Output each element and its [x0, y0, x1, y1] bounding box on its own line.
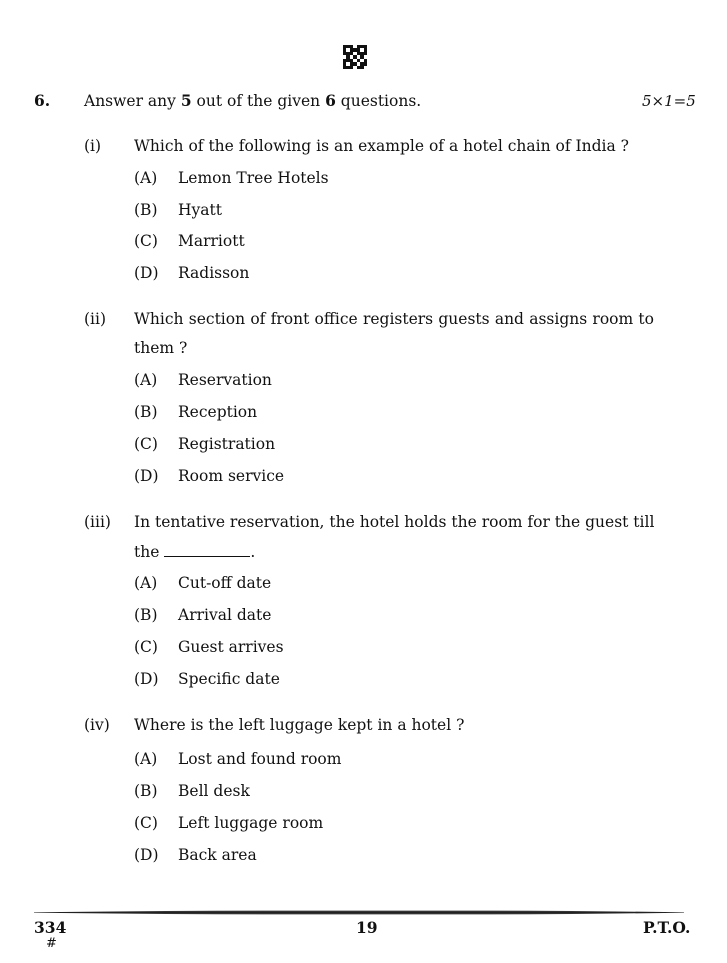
option-text: Guest arrives [178, 638, 284, 656]
option-label: (B) [134, 403, 158, 421]
subquestion-text: Where is the left luggage kept in a hotel ? [134, 716, 465, 734]
subquestion-text-cont: the . [134, 543, 256, 561]
option-text: Lemon Tree Hotels [178, 169, 329, 187]
option-label: (D) [134, 264, 159, 282]
option-text: Marriott [178, 232, 245, 250]
option-text: Arrival date [178, 606, 272, 624]
option-text: Reception [178, 403, 258, 421]
option-text: Hyatt [178, 201, 222, 219]
option-label: (D) [134, 670, 159, 688]
option-text: Bell desk [178, 782, 250, 800]
subquestion-text: Which of the following is an example of a hotel chain of India ? [134, 137, 629, 155]
option-label: (A) [134, 371, 158, 389]
option-label: (D) [134, 467, 159, 485]
option-text: Registration [178, 435, 276, 453]
option-text: Cut-off date [178, 574, 272, 592]
question-marks: 5×1=5 [642, 92, 696, 110]
option-label: (C) [134, 814, 158, 832]
option-label: (A) [134, 574, 158, 592]
subquestion-text: In tentative reservation, the hotel holds the room for the guest till [134, 513, 655, 531]
footer-rule [34, 910, 684, 915]
option-label: (C) [134, 232, 158, 250]
subquestion-label: (iv) [84, 716, 110, 734]
subquestion-label: (i) [84, 137, 102, 155]
option-text: Room service [178, 467, 285, 485]
option-text: Left luggage room [178, 814, 324, 832]
question-number: 6. [34, 91, 51, 110]
option-text: Back area [178, 846, 257, 864]
option-label: (C) [134, 638, 158, 656]
option-label: (A) [134, 169, 158, 187]
pto-label: P.T.O. [643, 918, 691, 937]
option-text: Reservation [178, 371, 272, 389]
answer-blank [164, 544, 250, 557]
question-instruction: Answer any 5 out of the given 6 questions. [84, 91, 422, 110]
subquestion-text: Which section of front office registers guests and assigns room to [134, 310, 654, 328]
subquestion-label: (ii) [84, 310, 107, 328]
option-label: (B) [134, 782, 158, 800]
subquestion-text-cont: them ? [134, 339, 188, 357]
option-text: Radisson [178, 264, 250, 282]
option-text: Lost and found room [178, 750, 342, 768]
option-label: (A) [134, 750, 158, 768]
subquestion-label: (iii) [84, 513, 111, 531]
qr-code-icon [343, 45, 367, 69]
option-label: (D) [134, 846, 159, 864]
option-label: (B) [134, 201, 158, 219]
option-label: (C) [134, 435, 158, 453]
option-text: Specific date [178, 670, 280, 688]
option-label: (B) [134, 606, 158, 624]
hash-mark: # [46, 936, 57, 951]
paper-code: 334 [34, 918, 67, 937]
page-number: 19 [356, 918, 378, 937]
